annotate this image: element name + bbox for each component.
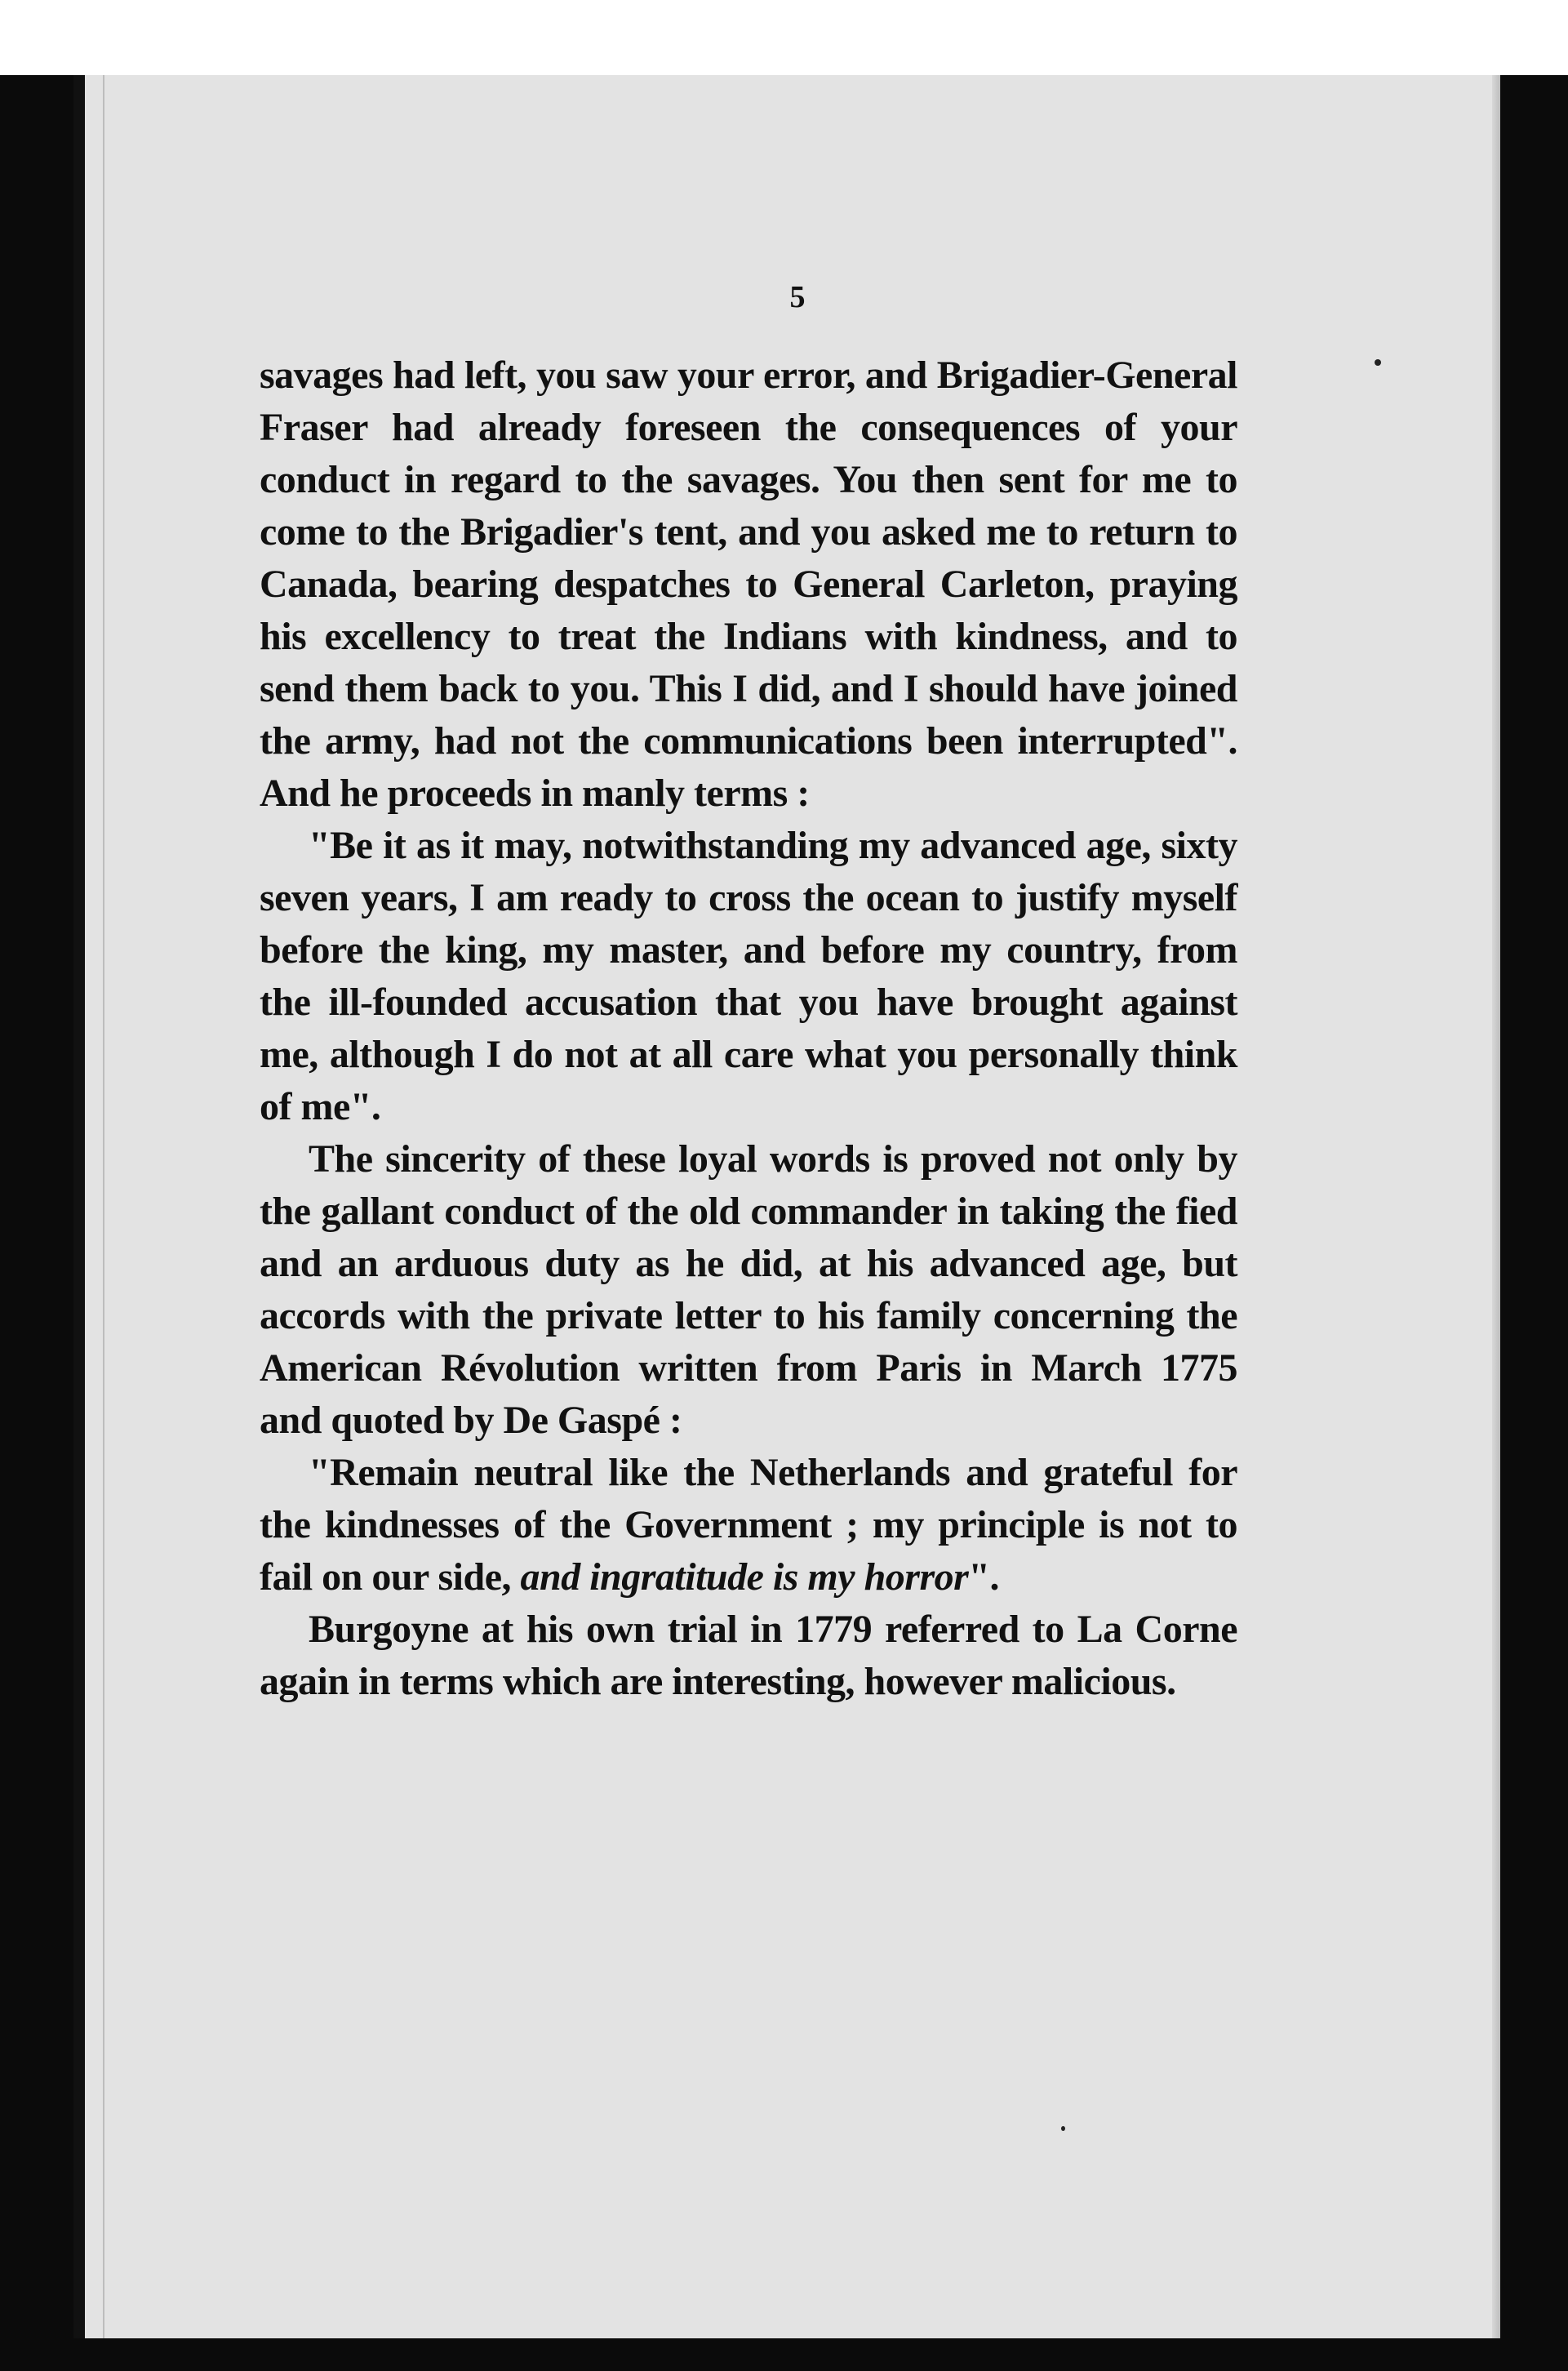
- paragraph-4-italic: and ingratitude is my horror: [520, 1555, 969, 1599]
- paragraph-4: [260, 1447, 1237, 1604]
- page-number: 5: [789, 280, 806, 314]
- scan-top-margin: [0, 0, 1568, 75]
- document-page: [73, 75, 1500, 2338]
- paragraph-5: Burgoyne at his own trial in 1779 referred to La Corne again in terms which are interesting, however malicious.: [260, 1608, 1237, 1703]
- page-right-edge: [1492, 75, 1500, 2338]
- paragraph-1: savages had left, you saw your error, and Brigadier-General Fraser had already foreseen the consequences of your conduct in regard to the savages. You then sent for me to come to the Brigadier's tent, and you asked me to return to Canada, bearing despatches to General Carleton, praying his excellency to treat the Indians with kindness, and to send them back to you. This I did, and I should have joined the army, had not the communications been interrupted". And he proceeds in manly terms :: [260, 354, 1237, 815]
- paragraph-2: "Be it as it may, notwithstanding my advanced age, sixty seven years, I am ready to cross the ocean to justify myself before the king, my master, and before my country, from the ill-founded accusation that you have brought against me, although I do not at all care what you personally think of me".: [260, 824, 1237, 1128]
- paragraph-4-end: ".: [968, 1555, 999, 1599]
- paragraph-4-text: "Remain neutral like the Netherlands and grateful for the kindnesses of the Government ; my principle is not to fail on our side,: [260, 1451, 1237, 1599]
- scan-speck: [1375, 359, 1381, 366]
- body-text: [260, 349, 1237, 1708]
- page-binding-edge: [103, 75, 104, 2338]
- scan-speck: [1061, 2126, 1065, 2131]
- paragraph-3: The sincerity of these loyal words is proved not only by the gallant conduct of the old commander in taking the fied and an arduous duty as he did, at his advanced age, but accords with the private letter to his family concerning the American Révolution written from Paris in March 1775 and quoted by De Gaspé :: [260, 1137, 1237, 1442]
